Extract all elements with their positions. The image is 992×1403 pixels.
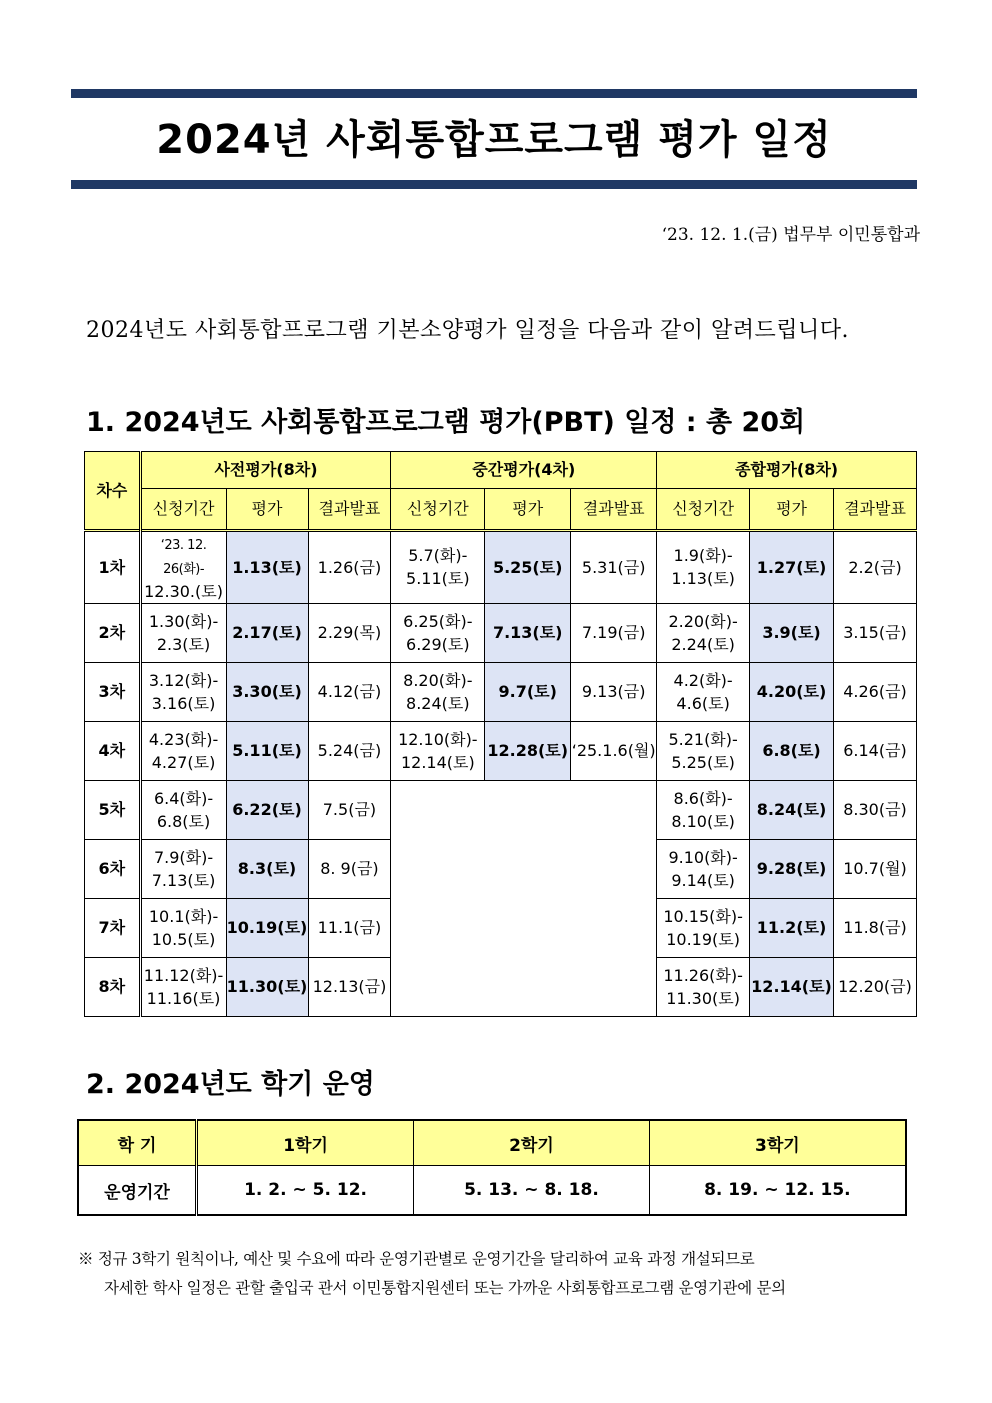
pre-apply-period: 7.9(화)- 7.13(토) (140, 839, 226, 898)
group-header-pre: 사전평가(8차) (140, 452, 391, 489)
round-header: 차수 (85, 452, 141, 531)
round-label: 2차 (85, 603, 141, 662)
pre-apply-period: 11.12(화)- 11.16(토) (140, 957, 226, 1016)
mid-exam-date: 9.7(토) (485, 662, 571, 721)
pre-result-date: 12.13(금) (308, 957, 391, 1016)
title-bottom-rule (71, 180, 917, 189)
semester-2-period: 5. 13. ~ 8. 18. (414, 1166, 650, 1216)
pre-apply-period: 3.12(화)- 3.16(토) (140, 662, 226, 721)
mid-result-date: 7.19(금) (571, 603, 657, 662)
pre-apply-period: 4.23(화)- 4.27(토) (140, 721, 226, 780)
final-apply-period: 5.21(화)- 5.25(토) (657, 721, 750, 780)
pre-result-date: 8. 9(금) (308, 839, 391, 898)
pre-exam-date: 8.3(토) (226, 839, 308, 898)
title-top-rule (71, 89, 917, 98)
final-result-date: 11.8(금) (834, 898, 917, 957)
final-apply-period: 4.2(화)- 4.6(토) (657, 662, 750, 721)
semester-1-period: 1. 2. ~ 5. 12. (197, 1166, 414, 1216)
pre-apply-period: 10.1(화)- 10.5(토) (140, 898, 226, 957)
mid-apply-period: 6.25(화)- 6.29(토) (391, 603, 485, 662)
footnote-line-1: ※ 정규 3학기 원칙이나, 예산 및 수요에 따라 운영기관별로 운영기간을 달리하여 교육 과정 개설되므로 (78, 1250, 755, 1268)
round-label: 7차 (85, 898, 141, 957)
period-label: 운영기간 (78, 1166, 197, 1216)
pre-exam-date: 6.22(토) (226, 780, 308, 839)
final-exam-date: 4.20(토) (750, 662, 834, 721)
final-result-date: 3.15(금) (834, 603, 917, 662)
pre-result-date: 5.24(금) (308, 721, 391, 780)
pre-exam-date: 2.17(토) (226, 603, 308, 662)
final-result-date: 4.26(금) (834, 662, 917, 721)
semester-1-name: 1학기 (197, 1120, 414, 1166)
round-label: 8차 (85, 957, 141, 1016)
final-result-date: 6.14(금) (834, 721, 917, 780)
pre-exam-date: 1.13(토) (226, 531, 308, 604)
final-apply-period: 10.15(화)- 10.19(토) (657, 898, 750, 957)
mid-result-date: 9.13(금) (571, 662, 657, 721)
round-label: 3차 (85, 662, 141, 721)
table-row (85, 780, 917, 839)
sub-header-apply: 신청기간 (657, 489, 750, 531)
semester-3-name: 3학기 (649, 1120, 906, 1166)
sub-header-exam: 평가 (226, 489, 308, 531)
pre-exam-date: 10.19(토) (226, 898, 308, 957)
table-row (78, 1120, 906, 1166)
final-apply-period: 1.9(화)- 1.13(토) (657, 531, 750, 604)
final-apply-period: 2.20(화)- 2.24(토) (657, 603, 750, 662)
group-header-mid: 중간평가(4차) (391, 452, 657, 489)
pre-result-date: 7.5(금) (308, 780, 391, 839)
pre-result-date: 2.29(목) (308, 603, 391, 662)
sub-header-result: 결과발표 (571, 489, 657, 531)
final-exam-date: 11.2(토) (750, 898, 834, 957)
intro-text: 2024년도 사회통합프로그램 기본소양평가 일정을 다음과 같이 알려드립니다. (86, 318, 850, 343)
pre-exam-date: 5.11(토) (226, 721, 308, 780)
round-label: 5차 (85, 780, 141, 839)
mid-result-date: 5.31(금) (571, 531, 657, 604)
mid-empty-area (391, 780, 657, 1016)
final-result-date: 12.20(금) (834, 957, 917, 1016)
pre-exam-date: 11.30(토) (226, 957, 308, 1016)
table-row (85, 662, 917, 721)
sub-header-result: 결과발표 (308, 489, 391, 531)
evaluation-schedule-table (84, 451, 917, 1017)
final-apply-period: 9.10(화)- 9.14(토) (657, 839, 750, 898)
footnote-line-2: 자세한 학사 일정은 관할 출입국 관서 이민통합지원센터 또는 가까운 사회통합프로그램 운영기관에 문의 (104, 1279, 786, 1297)
group-header-final: 종합평가(8차) (657, 452, 917, 489)
pre-apply-period: 6.4(화)- 6.8(토) (140, 780, 226, 839)
final-result-date: 10.7(월) (834, 839, 917, 898)
final-exam-date: 12.14(토) (750, 957, 834, 1016)
section-1-heading: 1. 2024년도 사회통합프로그램 평가(PBT) 일정 : 총 20회 (86, 407, 806, 438)
mid-apply-period: 12.10(화)- 12.14(토) (391, 721, 485, 780)
final-exam-date: 3.9(토) (750, 603, 834, 662)
pre-apply-period: ‘23. 12. 26(화)- 12.30.(토) (140, 531, 226, 604)
sub-header-apply: 신청기간 (391, 489, 485, 531)
pre-result-date: 1.26(금) (308, 531, 391, 604)
page-title: 2024년 사회통합프로그램 평가 일정 (156, 117, 832, 163)
sub-header-exam: 평가 (485, 489, 571, 531)
pre-result-date: 4.12(금) (308, 662, 391, 721)
final-result-date: 8.30(금) (834, 780, 917, 839)
round-label: 1차 (85, 531, 141, 604)
mid-apply-period: 5.7(화)- 5.11(토) (391, 531, 485, 604)
final-exam-date: 9.28(토) (750, 839, 834, 898)
round-label: 4차 (85, 721, 141, 780)
table-row (78, 1166, 906, 1216)
semester-table (77, 1119, 907, 1216)
semester-label-header: 학 기 (78, 1120, 197, 1166)
sub-header-apply: 신청기간 (140, 489, 226, 531)
final-exam-date: 6.8(토) (750, 721, 834, 780)
mid-exam-date: 12.28(토) (485, 721, 571, 780)
final-exam-date: 1.27(토) (750, 531, 834, 604)
semester-3-period: 8. 19. ~ 12. 15. (649, 1166, 906, 1216)
pre-apply-period: 1.30(화)- 2.3(토) (140, 603, 226, 662)
pre-result-date: 11.1(금) (308, 898, 391, 957)
final-apply-period: 8.6(화)- 8.10(토) (657, 780, 750, 839)
pre-exam-date: 3.30(토) (226, 662, 308, 721)
table-row (85, 721, 917, 780)
section-2-heading: 2. 2024년도 학기 운영 (86, 1069, 375, 1100)
sub-header-exam: 평가 (750, 489, 834, 531)
table-row (85, 603, 917, 662)
mid-exam-date: 5.25(토) (485, 531, 571, 604)
mid-result-date: ‘25.1.6(월) (571, 721, 657, 780)
issue-dateline: ‘23. 12. 1.(금) 법무부 이민통합과 (661, 225, 920, 245)
round-label: 6차 (85, 839, 141, 898)
final-apply-period: 11.26(화)- 11.30(토) (657, 957, 750, 1016)
final-exam-date: 8.24(토) (750, 780, 834, 839)
mid-apply-period: 8.20(화)- 8.24(토) (391, 662, 485, 721)
mid-exam-date: 7.13(토) (485, 603, 571, 662)
table-row (85, 531, 917, 604)
final-result-date: 2.2(금) (834, 531, 917, 604)
sub-header-result: 결과발표 (834, 489, 917, 531)
semester-2-name: 2학기 (414, 1120, 650, 1166)
